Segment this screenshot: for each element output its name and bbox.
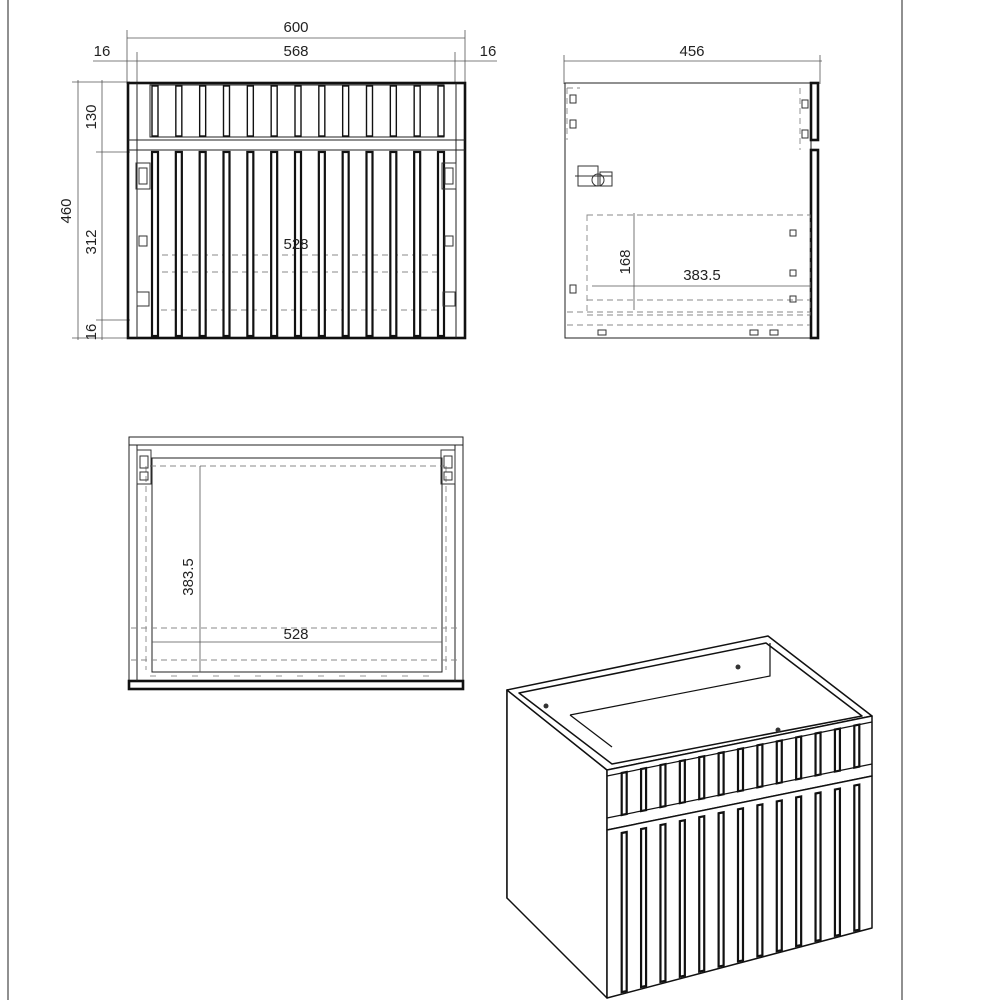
- iso-hole-right: [776, 728, 781, 733]
- iso-hole-left: [544, 704, 549, 709]
- front-bottom-slat: [176, 152, 182, 336]
- side-top-front: [811, 83, 818, 140]
- side-hinge-hardware: [575, 166, 612, 186]
- front-bottom-slat: [152, 152, 158, 336]
- dim-side-right: 16: [479, 43, 497, 60]
- dim-bottom-drawer-height: 312: [83, 229, 100, 255]
- dim-inner-drawer-depth: 383.5: [683, 267, 721, 284]
- iso-bottom-slat: [796, 796, 801, 946]
- iso-bottom-slat: [699, 816, 704, 971]
- side-bottom-front: [811, 150, 818, 338]
- dim-inner-width: 568: [283, 43, 309, 60]
- iso-top-slat: [796, 736, 801, 779]
- dim-side-left: 16: [93, 43, 111, 60]
- iso-bottom-slat: [719, 812, 724, 966]
- front-top-slat: [295, 86, 301, 136]
- dim-top-drawer-height: 130: [83, 104, 100, 130]
- front-top-slat: [414, 86, 420, 136]
- dim-top-inner-depth: 383.5: [180, 558, 197, 596]
- iso-bottom-slat: [816, 793, 821, 941]
- front-top-slat: [152, 86, 158, 136]
- dim-top-inner-width: 528: [283, 626, 309, 643]
- dim-inner-drawer-height: 168: [617, 249, 634, 275]
- iso-bottom-slat: [660, 824, 665, 982]
- dim-total-width: 600: [283, 19, 309, 36]
- iso-bottom-slat: [835, 789, 840, 936]
- iso-top-slat: [641, 768, 646, 811]
- iso-bottom-slat: [854, 785, 859, 931]
- front-top-slats: [152, 86, 444, 136]
- iso-bottom-slat: [680, 820, 685, 977]
- isometric-view: [507, 636, 872, 998]
- front-top-slat: [438, 86, 444, 136]
- front-top-slat: [176, 86, 182, 136]
- iso-bottom-slat: [641, 828, 646, 987]
- top-hinge-right: [441, 450, 455, 484]
- iso-bottom-slat: [738, 808, 743, 961]
- front-bottom-slat: [247, 152, 253, 336]
- front-top-slat: [224, 86, 230, 136]
- front-bottom-slat: [438, 152, 444, 336]
- iso-bottom-slat: [757, 804, 762, 956]
- top-hinge-left: [137, 450, 151, 484]
- front-top-slat: [343, 86, 349, 136]
- front-hardware-left: [136, 163, 150, 306]
- front-bottom-slat: [367, 152, 373, 336]
- iso-top-slat: [738, 748, 743, 791]
- iso-hole-back: [736, 665, 741, 670]
- iso-bottom-slat: [777, 800, 782, 951]
- iso-top-slat: [699, 756, 704, 799]
- front-bottom-slat: [200, 152, 206, 336]
- front-bottom-slat: [414, 152, 420, 336]
- front-top-slat: [319, 86, 325, 136]
- top-view: [129, 437, 463, 689]
- iso-top-slat: [854, 725, 859, 768]
- side-view: [564, 43, 822, 338]
- front-top-slat: [367, 86, 373, 136]
- dim-total-height: 460: [58, 198, 75, 224]
- front-top-slat: [271, 86, 277, 136]
- iso-top-slat: [777, 740, 782, 783]
- front-top-slat: [247, 86, 253, 136]
- dim-depth: 456: [679, 43, 705, 60]
- front-bottom-slat: [224, 152, 230, 336]
- top-front-edge: [129, 681, 463, 689]
- front-bottom-slat: [343, 152, 349, 336]
- iso-top-slat: [835, 729, 840, 772]
- dim-inner-drawer-width: 528: [283, 236, 309, 253]
- front-bottom-slat: [390, 152, 396, 336]
- iso-top-slat: [719, 752, 724, 795]
- iso-top-slat: [816, 733, 821, 776]
- iso-bottom-slat: [622, 832, 627, 992]
- dim-base-height: 16: [83, 323, 100, 341]
- front-view: [58, 19, 497, 340]
- iso-top-slat: [660, 764, 665, 807]
- front-top-slat: [200, 86, 206, 136]
- front-bottom-slat: [319, 152, 325, 336]
- front-top-slat: [390, 86, 396, 136]
- front-bottom-slat: [271, 152, 277, 336]
- iso-top-slat: [757, 744, 762, 787]
- iso-top-slat: [622, 772, 627, 815]
- iso-top-slat: [680, 760, 685, 803]
